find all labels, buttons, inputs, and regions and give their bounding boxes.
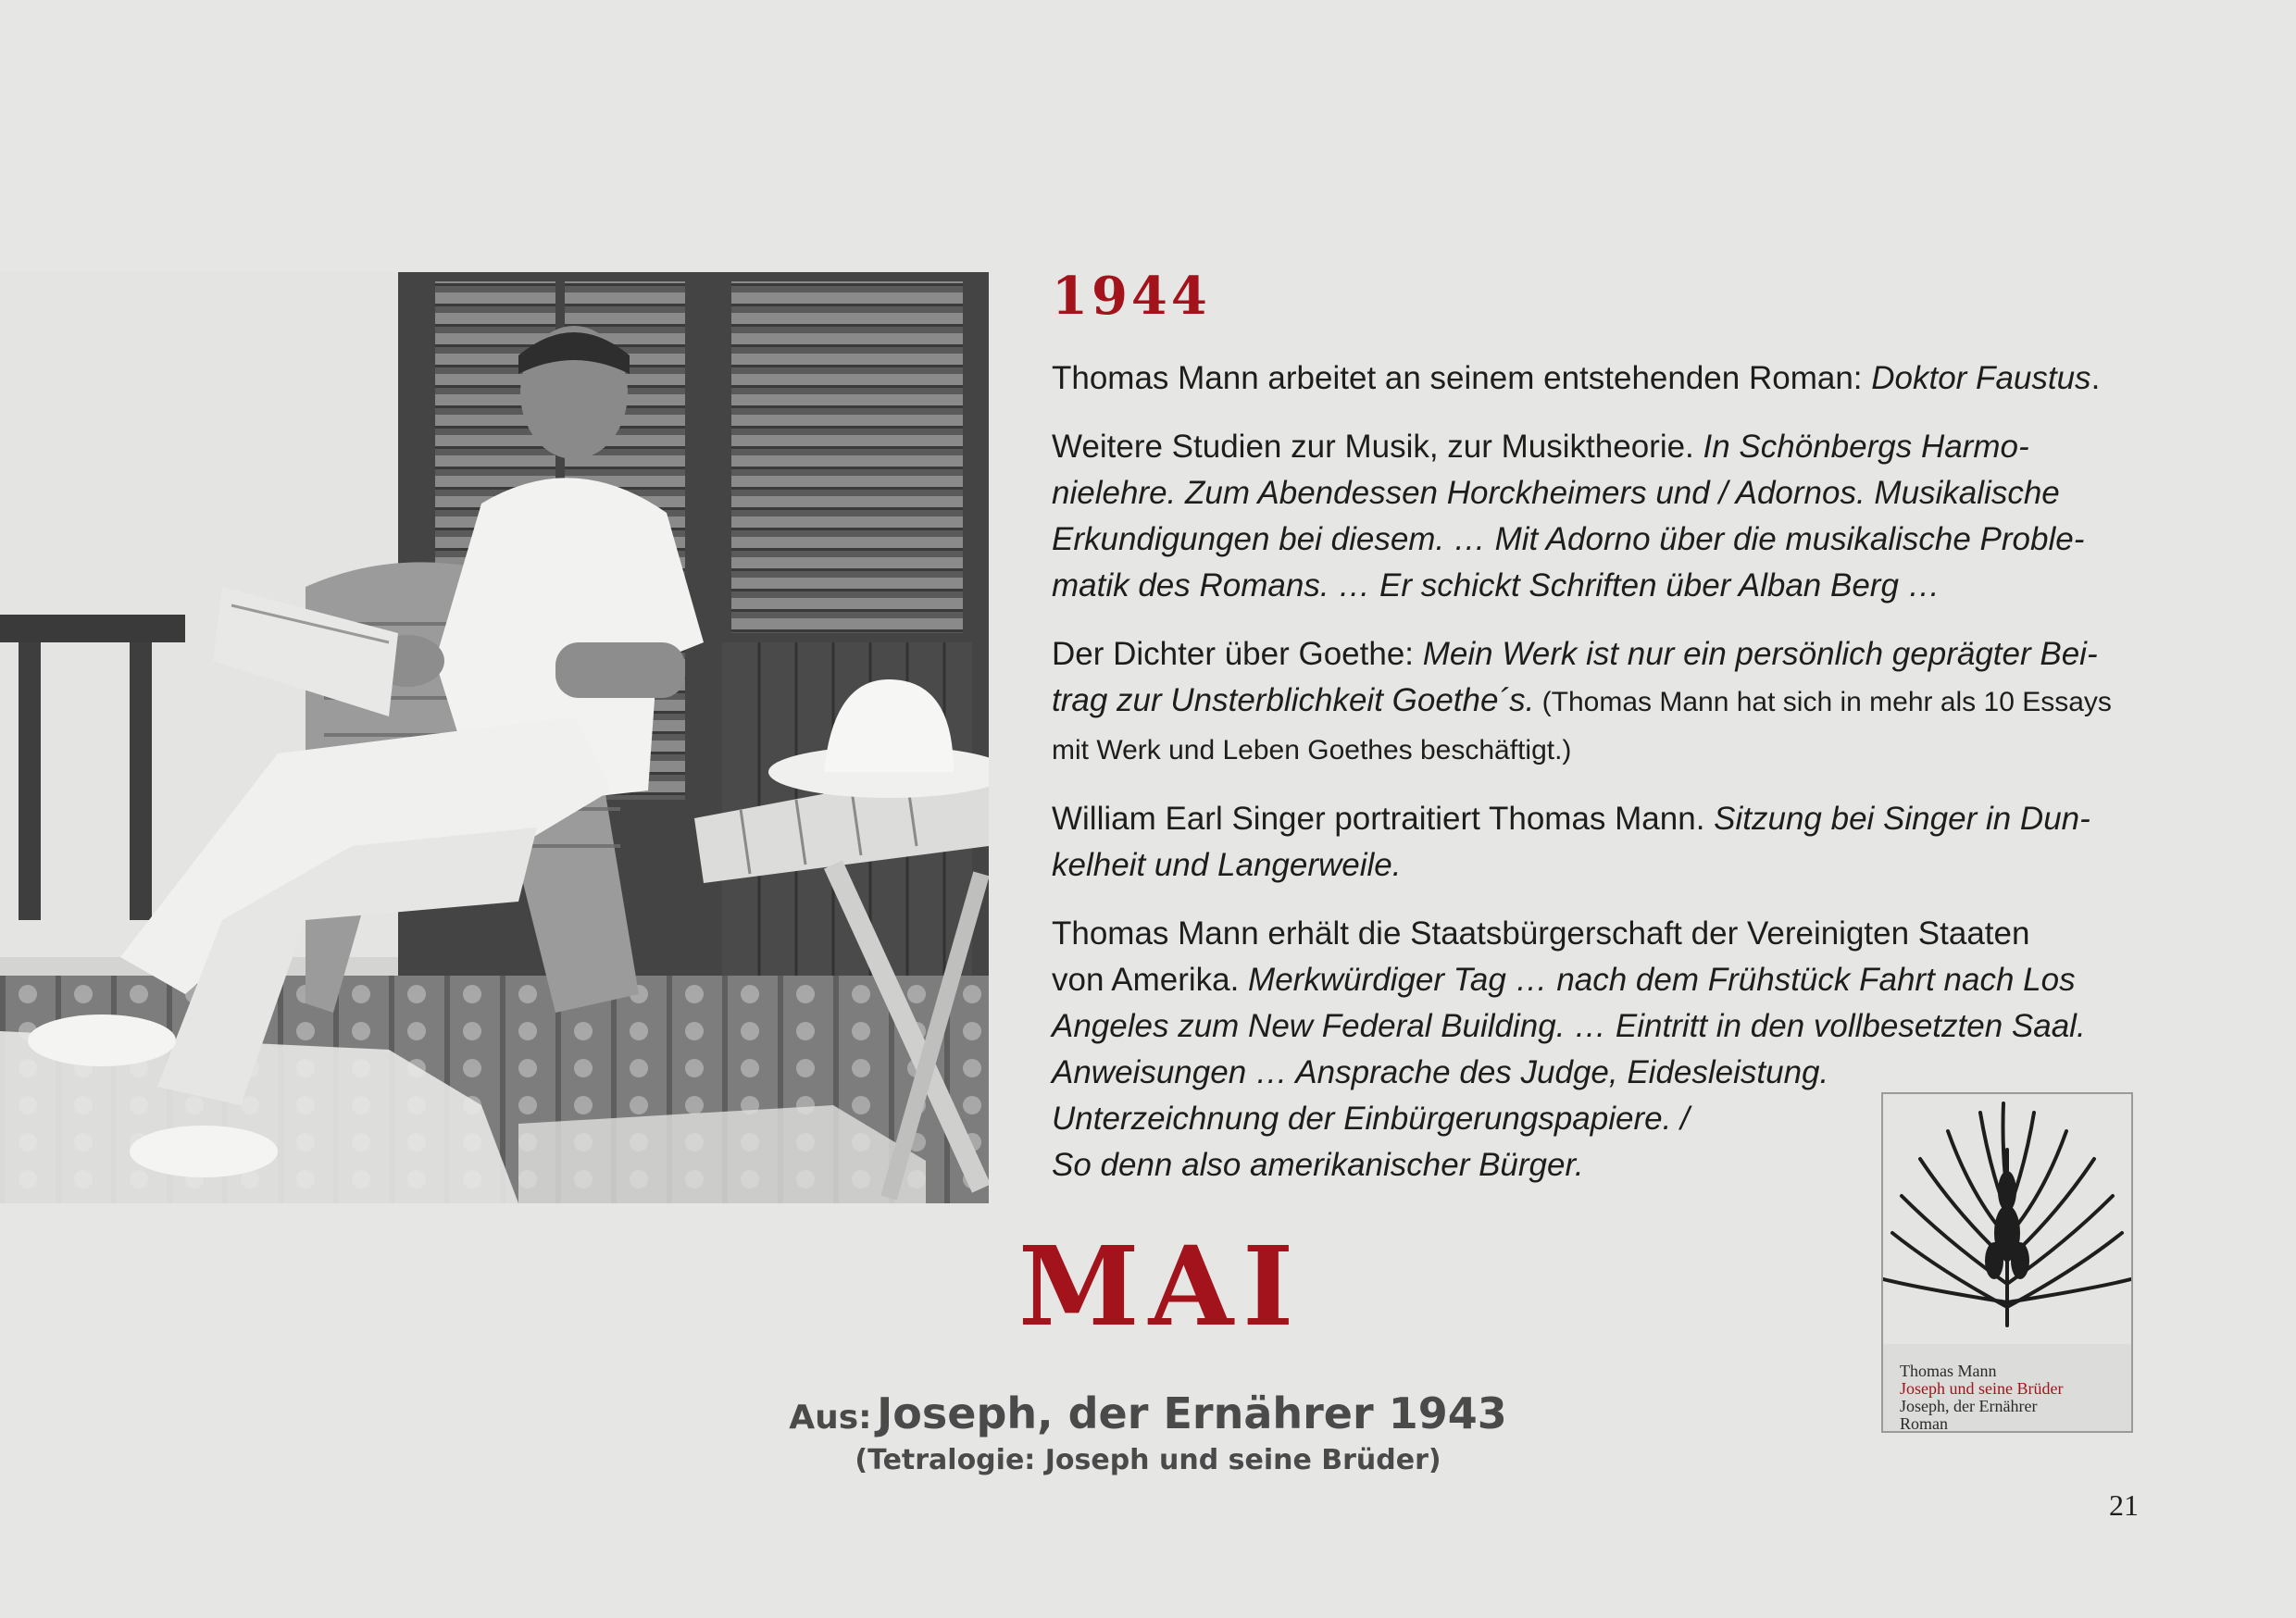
text-line: [1052, 911, 2144, 957]
text-run: Der Dichter über Goethe:: [1052, 636, 1423, 672]
source-citation: [778, 1388, 1518, 1476]
paragraph: [1052, 424, 2144, 609]
quote-run: kelheit und Langerweile.: [1052, 847, 1402, 883]
quote-run: nielehre. Zum Abendessen Horckheimers und / Adornos. Musikalische: [1052, 475, 2060, 511]
text-line: [1052, 796, 2144, 842]
book-cover: [1881, 1092, 2133, 1433]
cover-text: [1900, 1363, 2122, 1433]
paragraph: [1052, 355, 2144, 402]
quote-run: Erkundigungen bei diesem. … Mit Adorno über die musikalische Proble-: [1052, 521, 2085, 557]
quote-run: Merkwürdiger Tag … nach dem Frühstück Fahrt nach Los: [1248, 962, 2076, 998]
cover-artwork: [1883, 1094, 2131, 1344]
text-line: [1052, 470, 2144, 517]
text-line: [1052, 957, 2144, 1003]
text-run: Thomas Mann erhält die Staatsbürgerschaft der Vereinigten Staaten: [1052, 915, 2030, 952]
cover-series: Joseph und seine Brüder: [1900, 1379, 2064, 1398]
paragraph-list: [1052, 355, 2144, 1189]
paragraph: [1052, 796, 2144, 889]
text-line: [1052, 563, 2144, 609]
text-line: [1052, 1050, 2144, 1096]
text-column: [1052, 265, 2144, 1211]
text-line: [1052, 1003, 2144, 1050]
quote-run: Mein Werk ist nur ein persönlich geprägter Bei-: [1422, 636, 2098, 672]
text-line: [1052, 424, 2144, 470]
quote-run: Anweisungen … Ansprache des Judge, Eidesleistung.: [1052, 1054, 1829, 1090]
paragraph: [1052, 631, 2144, 774]
quote-run: So denn also amerikanischer Bürger.: [1052, 1147, 1584, 1183]
quote-run: In Schönbergs Harmo-: [1703, 429, 2029, 465]
text-run: mit Werk und Leben Goethes beschäftigt.): [1052, 735, 1572, 765]
text-run: William Earl Singer portraitiert Thomas Mann.: [1052, 801, 1715, 837]
text-run: Weitere Studien zur Musik, zur Musiktheorie.: [1052, 429, 1703, 465]
cover-author: Thomas Mann: [1900, 1362, 1997, 1380]
text-line: [1052, 678, 2144, 726]
text-run: von Amerika.: [1052, 962, 1249, 998]
text-line: [1052, 355, 2144, 402]
page-number: 21: [2109, 1488, 2139, 1522]
text-run: Thomas Mann arbeitet an seinem entstehenden Roman:: [1052, 360, 1872, 396]
quote-run: Doktor Faustus: [1871, 360, 2091, 396]
cover-title: Joseph, der Ernährer: [1900, 1397, 2038, 1415]
month-heading: MAI: [1018, 1222, 1304, 1350]
quote-run: Sitzung bei Singer in Dun-: [1714, 801, 2090, 837]
text-line: [1052, 631, 2144, 678]
quote-run: Angeles zum New Federal Building. … Eintritt in den vollbesetzten Saal.: [1052, 1008, 2086, 1044]
quote-run: Unterzeichnung der Einbürgerungspapiere. /: [1052, 1101, 1690, 1137]
cover-genre: Roman: [1900, 1414, 1948, 1433]
source-subtitle: (Tetralogie: Joseph und seine Brüder): [855, 1444, 1441, 1476]
text-line: [1052, 842, 2144, 889]
portrait-photo: [0, 272, 989, 1203]
source-prefix: Aus:: [789, 1399, 872, 1437]
text-run: (Thomas Mann hat sich in mehr als 10 Essays: [1534, 687, 2112, 717]
text-run: .: [2090, 360, 2101, 396]
source-work: Joseph, der Ernährer 1943: [877, 1388, 1507, 1438]
quote-run: matik des Romans. … Er schickt Schriften über Alban Berg …: [1052, 567, 1940, 604]
quote-run: trag zur Unsterblichkeit Goethe´s.: [1052, 682, 1535, 718]
text-line: [1052, 517, 2144, 563]
text-line: [1052, 726, 2144, 774]
photo-illustration: [0, 272, 989, 1203]
year-heading: 1944: [1052, 266, 1211, 327]
